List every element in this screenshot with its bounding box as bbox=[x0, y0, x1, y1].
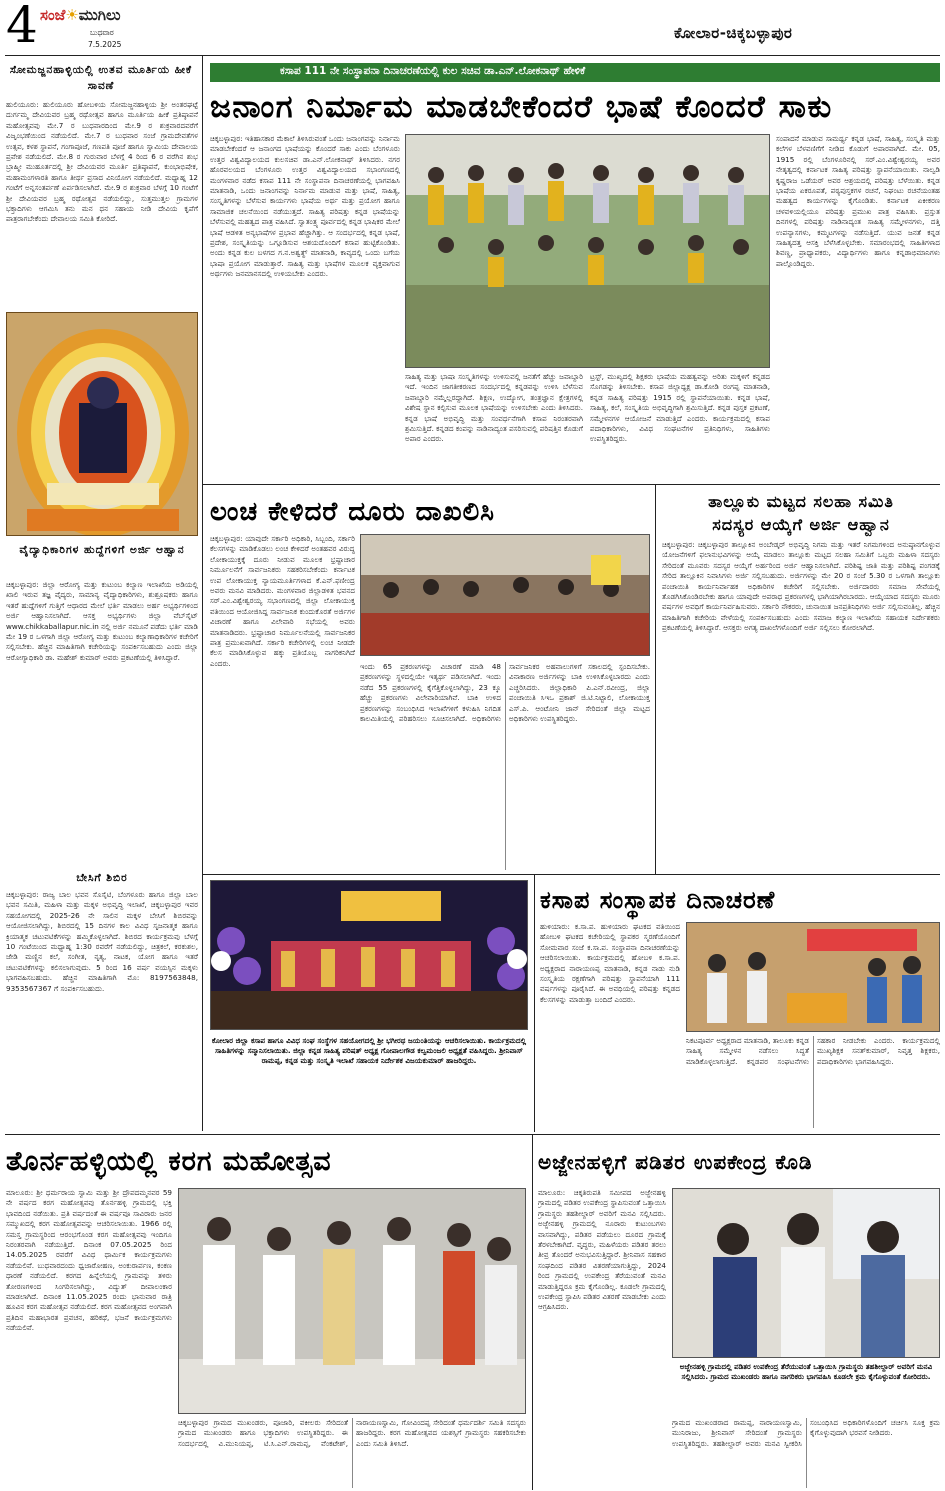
section-title: ಕೋಲಾರ-ಚಿಕ್ಕಬಳ್ಳಾಪುರ bbox=[674, 24, 793, 42]
page-number: 4 bbox=[6, 0, 38, 54]
karaga-body-right: ಚಿಕ್ಕಬಳ್ಳಾಪುರ ಗ್ರಾಮದ ಮುಖಂಡರು, ಪೂಜಾರಿ, ವಕೀಲರು ಸೇರಿದಂತೆ ಗ್ರಾಮದ ಮುಖಂಡರು ಹಾಗೂ ಭಕ್ತಾದಿಗಳು ಉಪಸ್ಥಿತರಿದ್ದರು. ಈ ಸಂದರ್ಭದಲ್ಲಿ ವಿ.ಮುನಿಯಪ್ಪ, ಟಿ.ಸಿ.ಎನ್.ರಾಮಪ್ಪ, ವೆಂಕಟೇಶ್, ನಾರಾಯಣಸ್ವಾಮಿ, ಗೋವಿಂದಪ್ಪ ಸೇರಿದಂತೆ ಧರ್ಮದರ್ಶಿ ಸಮಿತಿ ಸದಸ್ಯರು ಹಾಜರಿದ್ದರು. ಕರಗ ಮಹೋತ್ಸವದ ಯಶಸ್ಸಿಗೆ ಗ್ರಾಮಸ್ಥರು ಸಹಕರಿಸಬೇಕು ಎಂದು ಸಮಿತಿ ತಿಳಿಸಿದೆ. bbox=[178, 1418, 526, 1448]
masthead bbox=[0, 0, 945, 56]
ration-headline: ಅಜ್ಜೇನಹಳ್ಳಿಗೆ ಪಡಿತರ ಉಪಕೇಂದ್ರ ಕೊಡಿ bbox=[538, 1150, 813, 1174]
stage-photo-caption: ಕೋಲಾರ ಜಿಲ್ಲಾ ಕಸಾಪ ಹಾಗೂ ವಿವಿಧ ಸಂಘ ಸಂಸ್ಥೆಗಳ ಸಹಯೋಗದಲ್ಲಿ ಶ್ರೀ ಭಗೀರಥ ಜಯಂತಿಯನ್ನು ಆಚರಿಸಲಾಯಿತು. ಕಾರ್ಯಕ್ರಮದಲ್ಲಿ ಸಾಹಿತಿಗಳನ್ನು ಸನ್ಮಾನಿಸಲಾಯಿತು. ಜಿಲ್ಲಾ ಕನ್ನಡ ಸಾಹಿತ್ಯ ಪರಿಷತ್ ಅಧ್ಯಕ್ಷ ಗೋಪಾಲಗೌಡ ಕಲ್ವಮಂಜಲಿ ಅಧ್ಯಕ್ಷತೆ ವಹಿಸಿದ್ದರು. ಶ್ರೀನಿವಾಸ್ ರಾಮಪ್ಪ, ಕನ್ನಡ ಮತ್ತು ಸಂಸ್ಕೃತಿ ಇಲಾಖೆ ಸಹಾಯಕ ನಿರ್ದೇಶಕ ವಿಜಯಕುಮಾರ್ ಹಾಜರಿದ್ದರು. bbox=[211, 1036, 527, 1065]
ration-body-after: ಗ್ರಾಮದ ಮುಖಂಡರಾದ ರಾಮಪ್ಪ, ನಾರಾಯಣಸ್ವಾಮಿ, ಮುನಿರಾಜು, ಶ್ರೀನಿವಾಸ್ ಸೇರಿದಂತೆ ಗ್ರಾಮಸ್ಥರು ಉಪಸ್ಥಿತರಿದ್ದರು. ತಹಶೀಲ್ದಾರ್ ಅವರು ಮನವಿ ಸ್ವೀಕರಿಸಿ ಸಂಬಂಧಿಸಿದ ಅಧಿಕಾರಿಗಳೊಂದಿಗೆ ಚರ್ಚಿಸಿ ಸೂಕ್ತ ಕ್ರಮ ಕೈಗೊಳ್ಳುವುದಾಗಿ ಭರವಸೆ ನೀಡಿದರು. bbox=[672, 1418, 940, 1448]
bribe-photo bbox=[360, 534, 650, 656]
ration-photo-caption: ಅಜ್ಜೇನಹಳ್ಳಿ ಗ್ರಾಮದಲ್ಲಿ ಪಡಿತರ ಉಪಕೇಂದ್ರ ತೆರೆಯುವಂತೆ ಒತ್ತಾಯಿಸಿ ಗ್ರಾಮಸ್ಥರು ತಹಶೀಲ್ದಾರ್ ಅವರಿಗೆ ಮನವಿ ಸಲ್ಲಿಸಿದರು. ಗ್ರಾಮದ ಮುಖಂಡರು ಹಾಗೂ ನಾಗರಿಕರು ಭಾಗವಹಿಸಿ ಕೂಡಲೇ ಕ್ರಮ ಕೈಗೊಳ್ಳುವಂತೆ ಕೋರಿದರು. bbox=[679, 1362, 933, 1381]
lead-body-left: ಚಿಕ್ಕಬಳ್ಳಾಪುರ: ಇತಿಹಾಸಕಾರ ಮೆಕಾಲೆ ತಿಳಿಸಿರುವಂತೆ ಒಂದು ಜನಾಂಗವನ್ನು ನಿರ್ನಾಮ ಮಾಡಬೇಕೆಂದರೆ ಆ ಜನಾಂಗದ ಭಾಷೆಯನ್ನು ಕೊಂದರೆ ಸಾಕು ಎಂದು ಬೆಂಗಳೂರು ಉತ್ತರ ವಿಶ್ವವಿದ್ಯಾಲಯದ ಕುಲಸಚಿವ ಡಾ.ಎನ್.ಲೋಕನಾಥ್ ತಿಳಿಸಿದರು. ನಗರ ಹೊರವಲಯದ ಬೆಂಗಳೂರು ಉತ್ತರ ವಿಶ್ವವಿದ್ಯಾಲಯದ ಸಭಾಂಗಣದಲ್ಲಿ ಮಂಗಳವಾರ ನಡೆದ ಕಸಾಪ 111 ನೇ ಸಂಸ್ಥಾಪನಾ ದಿನಾಚರಣೆಯಲ್ಲಿ ಭಾಗವಹಿಸಿ ಮಾತನಾಡಿ, ಒಂದು ಜನಾಂಗವನ್ನು ನಿರ್ನಾಮ ಮಾಡುವ ಮತ್ತು ಭಾಷೆ, ಸಾಹಿತ್ಯ, ಸಂಸ್ಕೃತಿಗಳನ್ನು ಬೆಳೆಸುವ ಕಾರ್ಯಗಳು ಭಾಷೆಯ ಅರ್ಥ ಮತ್ತು ಪ್ರಯೋಗ ಹಾಗೂ ಸಾಮಾಜಿಕ ಚಲನೆಯಿಂದ ನಡೆಯುತ್ತದೆ. ಸಾಹಿತ್ಯ ಪರಿಷತ್ತು ಕನ್ನಡ ಭಾಷೆಯನ್ನು ಬೆಳೆಸುವಲ್ಲಿ ಮಹತ್ವದ ಪಾತ್ರ ವಹಿಸಿದೆ. ಸ್ವಾತಂತ್ರ್ಯ ಪೂರ್ವದಲ್ಲಿ ಕನ್ನಡ ಭಾಷಿಕರ ಮೇಲೆ ಭಾಷೆ ಆಡಳಿತ ಅನ್ಯಭಾಷೆಗಳ ಪ್ರಭಾವ ಹೆಚ್ಚಾಗಿತ್ತು. ಆ ಸಂದರ್ಭದಲ್ಲಿ ಕನ್ನಡ ಭಾಷೆ, ಪ್ರದೇಶ, ಸಂಸ್ಕೃತಿಯನ್ನು ಒಗ್ಗೂಡಿಸುವ ಆಶಯದೊಂದಿಗೆ ಕಸಾಪ ಹುಟ್ಟಿಕೊಂಡಿತು. ಅಂದು ಕನ್ನಡ ಕುಲ ಬಳಗದ ಗ.ನ.ಅಶ್ವತ್ಥ್ ಮಾತನಾಡಿ, ಕಾವ್ಯದಲ್ಲಿ ಒಂದು ಬಗೆಯ ಭಾಷಾ ಪ್ರಯೋಗ ಮಾಡುತ್ತಾರೆ. ಸಾಹಿತ್ಯ ಮತ್ತು ಭಾಷೆಗಳ ಮೂಲಕ ವ್ಯಕ್ತವಾಗುವ ಅರ್ಥಗಳು ಜನಮಾನಸದಲ್ಲಿ ಉಳಿಯಬೇಕು ಎಂದರು. bbox=[210, 134, 400, 279]
idol-photo bbox=[6, 312, 198, 536]
left-article3-body: ಚಿಕ್ಕಬಳ್ಳಾಪುರ: ರಾಜ್ಯ ಬಾಲ ಭವನ ಸೊಸೈಟಿ, ಬೆಂಗಳೂರು ಹಾಗೂ ಜಿಲ್ಲಾ ಬಾಲ ಭವನ ಸಮಿತಿ, ಮಹಿಳಾ ಮತ್ತು ಮಕ್ಕಳ ಅಭಿವೃದ್ಧಿ ಇಲಾಖೆ, ಚಿಕ್ಕಬಳ್ಳಾಪುರ ಇವರ ಸಹಯೋಗದಲ್ಲಿ 2025-26 ನೇ ಸಾಲಿನ ಮಕ್ಕಳ ಬೇಸಿಗೆ ಶಿಬಿರವನ್ನು ಆಯೋಜಿಸಲಾಗಿದ್ದು, ಶಿಬಿರದಲ್ಲಿ 15 ದಿನಗಳ ಕಾಲ ವಿವಿಧ ಸೃಜನಾತ್ಮಕ ಹಾಗೂ ಕ್ರಿಯಾತ್ಮಕ ಚಟುವಟಿಕೆಗಳನ್ನು ಹಮ್ಮಿಕೊಳ್ಳಲಾಗಿದೆ. ಶಿಬಿರದ ಕಾರ್ಯಕ್ರಮವು ಬೆಳಗ್ಗೆ 10 ಗಂಟೆಯಿಂದ ಮಧ್ಯಾಹ್ನ 1:30 ರವರೆಗೆ ನಡೆಯಲಿದ್ದು, ಚಿತ್ರಕಲೆ, ಕರಕುಶಲ, ಜೇಡಿ ಮಣ್ಣಿನ ಕಲೆ, ಸಂಗೀತ, ನೃತ್ಯ, ನಾಟಕ, ಯೋಗ ಹಾಗೂ ಇತರೆ ಚಟುವಟಿಕೆಗಳನ್ನು ಕಲಿಸಲಾಗುವುದು. 5 ರಿಂದ 16 ವರ್ಷ ವಯಸ್ಸಿನ ಮಕ್ಕಳು ಭಾಗವಹಿಸಬಹುದು. ಹೆಚ್ಚಿನ ಮಾಹಿತಿಗಾಗಿ ಮೊ: 8197563848, 9353567367 ಗೆ ಸಂಪರ್ಕಿಸಬಹುದು. bbox=[6, 890, 198, 993]
left-article2-headline: ವೈದ್ಯಾಧಿಕಾರಿಗಳ ಹುದ್ದೆಗಳಿಗೆ ಅರ್ಜಿ ಆಹ್ವಾನ bbox=[19, 544, 185, 556]
masthead-rule bbox=[5, 55, 940, 56]
taluk-body: ಚಿಕ್ಕಬಳ್ಳಾಪುರ: ಚಿಕ್ಕಬಳ್ಳಾಪುರ ತಾಲ್ಲೂಕಿನ ಅಂಬೇಡ್ಕರ್ ಅಭಿವೃದ್ಧಿ ನಿಗಮ ಮತ್ತು ಇತರೆ ನಿಗಮಗಳಿಂದ ಅನುಷ್ಠಾನಗೊಳ್ಳುವ ಯೋಜನೆಗಳಿಗೆ ಫಲಾನುಭವಿಗಳನ್ನು ಆಯ್ಕೆ ಮಾಡಲು ತಾಲ್ಲೂಕು ಮಟ್ಟದ ಸಲಹಾ ಸಮಿತಿಗೆ ಒಬ್ಬರು ಮಹಿಳಾ ಸದಸ್ಯರು ಸೇರಿದಂತೆ ಮೂವರು ಸದಸ್ಯರ ಆಯ್ಕೆಗೆ ಅರ್ಹರಿಂದ ಅರ್ಜಿ ಆಹ್ವಾನಿಸಲಾಗಿದೆ. ಪರಿಶಿಷ್ಟ ಜಾತಿ ಮತ್ತು ಪರಿಶಿಷ್ಟ ಪಂಗಡಕ್ಕೆ ಸೇರಿದ ತಾಲ್ಲೂಕಿನ ನಿವಾಸಿಗಳು ಅರ್ಜಿ ಸಲ್ಲಿಸಬಹುದು. ಅರ್ಜಿಗಳನ್ನು ಮೇ 20 ರ ಸಂಜೆ 5.30 ರ ಒಳಗಾಗಿ ತಾಲ್ಲೂಕು ಪಂಚಾಯಿತಿ ಕಾರ್ಯನಿರ್ವಾಹಕ ಅಧಿಕಾರಿಗಳ ಕಚೇರಿಗೆ ಸಲ್ಲಿಸಬೇಕು. ಅರ್ಜಿದಾರರು ಸಮಾಜ ಸೇವೆಯಲ್ಲಿ ತೊಡಗಿಸಿಕೊಂಡಿರಬೇಕು ಹಾಗೂ ಯಾವುದೇ ಅಪರಾಧ ಪ್ರಕರಣಗಳಲ್ಲಿ ಭಾಗಿಯಾಗಿರಬಾರದು. ಆಯ್ಕೆಯಾದ ಸದಸ್ಯರು ಮೂರು ವರ್ಷಗಳ ಅವಧಿಗೆ ಕಾರ್ಯನಿರ್ವಹಿಸುವರು. ಸರ್ಕಾರಿ ನೌಕರರು, ಚುನಾಯಿತ ಜನಪ್ರತಿನಿಧಿಗಳು ಅರ್ಜಿ ಸಲ್ಲಿಸುವಂತಿಲ್ಲ. ಹೆಚ್ಚಿನ ಮಾಹಿತಿಗಾಗಿ ಕಚೇರಿಯ ವೇಳೆಯಲ್ಲಿ ಸಂಪರ್ಕಿಸಬಹುದು ಎಂದು ಸಮಾಜ ಕಲ್ಯಾಣ ಇಲಾಖೆಯ ಸಹಾಯಕ ನಿರ್ದೇಶಕರು ಪ್ರಕಟಣೆಯಲ್ಲಿ ತಿಳಿಸಿದ್ದಾರೆ. ಆಸಕ್ತರು ಅಗತ್ಯ ದಾಖಲೆಗಳೊಂದಿಗೆ ಅರ್ಜಿ ಸಲ್ಲಿಸಲು ಕೋರಲಾಗಿದೆ. bbox=[662, 540, 940, 633]
ration-body: ಮಾಲೂರು: ಚಿಕ್ಕತಿರುಪತಿ ಸಮೀಪದ ಅಜ್ಜೇನಹಳ್ಳಿ ಗ್ರಾಮದಲ್ಲಿ ಪಡಿತರ ಉಪಕೇಂದ್ರ ಸ್ಥಾಪಿಸುವಂತೆ ಒತ್ತಾಯಿಸಿ ಗ್ರಾಮಸ್ಥರು ತಹಶೀಲ್ದಾರ್ ಅವರಿಗೆ ಮನವಿ ಸಲ್ಲಿಸಿದರು. ಅಜ್ಜೇನಹಳ್ಳಿ ಗ್ರಾಮದಲ್ಲಿ ನೂರಾರು ಕುಟುಂಬಗಳು ವಾಸವಾಗಿದ್ದು, ಪಡಿತರ ಪಡೆಯಲು ದೂರದ ಗ್ರಾಮಕ್ಕೆ ತೆರಳಬೇಕಾಗಿದೆ. ವೃದ್ಧರು, ಮಹಿಳೆಯರು ಪಡಿತರ ತರಲು ತೀವ್ರ ತೊಂದರೆ ಅನುಭವಿಸುತ್ತಿದ್ದಾರೆ. ಶ್ರೀನಿವಾಸ ಸಹಕಾರ ಸಂಘದಿಂದ ಪಡಿತರ ವಿತರಣೆಯಾಗುತ್ತಿದ್ದು, 2024 ರಿಂದ ಗ್ರಾಮದಲ್ಲಿ ಉಪಕೇಂದ್ರ ತೆರೆಯುವಂತೆ ಮನವಿ ಮಾಡುತ್ತಿದ್ದರೂ ಕ್ರಮ ಕೈಗೊಂಡಿಲ್ಲ. ಕೂಡಲೇ ಗ್ರಾಮದಲ್ಲಿ ಉಪಕೇಂದ್ರ ಸ್ಥಾಪಿಸಿ ಪಡಿತರ ವಿತರಣೆ ಮಾಡಬೇಕು ಎಂದು ಆಗ್ರಹಿಸಿದರು. bbox=[538, 1188, 666, 1312]
left-article2-body: ಚಿಕ್ಕಬಳ್ಳಾಪುರ: ಜಿಲ್ಲಾ ಆರೋಗ್ಯ ಮತ್ತು ಕುಟುಂಬ ಕಲ್ಯಾಣ ಇಲಾಖೆಯ ಅಡಿಯಲ್ಲಿ ಖಾಲಿ ಇರುವ ತಜ್ಞ ವೈದ್ಯರು, ಸಾಮಾನ್ಯ ವೈದ್ಯಾಧಿಕಾರಿಗಳು, ಶುಶ್ರೂಷಕರು ಹಾಗೂ ಇತರೆ ಹುದ್ದೆಗಳಿಗೆ ಗುತ್ತಿಗೆ ಆಧಾರದ ಮೇಲೆ ಭರ್ತಿ ಮಾಡಲು ಅರ್ಹ ಅಭ್ಯರ್ಥಿಗಳಿಂದ ಅರ್ಜಿ ಆಹ್ವಾನಿಸಲಾಗಿದೆ. ಆಸಕ್ತ ಅಭ್ಯರ್ಥಿಗಳು ಜಿಲ್ಲಾ ವೆಬ್‌ಸೈಟ್ www.chikkaballapur.nic.in ನಲ್ಲಿ ಅರ್ಜಿ ನಮೂನೆ ಪಡೆದು ಭರ್ತಿ ಮಾಡಿ ಮೇ 19 ರ ಒಳಗಾಗಿ ಜಿಲ್ಲಾ ಆರೋಗ್ಯ ಮತ್ತು ಕುಟುಂಬ ಕಲ್ಯಾಣಾಧಿಕಾರಿಗಳ ಕಚೇರಿಗೆ ಸಲ್ಲಿಸಬೇಕು. ಹೆಚ್ಚಿನ ಮಾಹಿತಿಗಾಗಿ ಕಚೇರಿಯನ್ನು ಸಂಪರ್ಕಿಸಬಹುದು ಎಂದು ಜಿಲ್ಲಾ ಆರೋಗ್ಯಾಧಿಕಾರಿ ಡಾ. ಮಹೇಶ್ ಕುಮಾರ್ ಅವರು ಪ್ರಕಟಣೆಯಲ್ಲಿ ತಿಳಿಸಿದ್ದಾರೆ. bbox=[6, 580, 198, 662]
bribe-right-rule bbox=[655, 484, 656, 874]
ration-photo bbox=[672, 1188, 940, 1358]
lead-headline: ಜನಾಂಗ ನಿರ್ಮಾಮ ಮಾಡಬೇಕೆಂದರೆ ಭಾಷೆ ಕೊಂದರೆ ಸಾಕು bbox=[210, 89, 833, 125]
lead-body-mid: ಸಾಹಿತ್ಯ ಮತ್ತು ಭಾಷಾ ಸಂಸ್ಕೃತಿಗಳನ್ನು ಉಳಿಸುವಲ್ಲಿ ಜನತೆಗೆ ಹೆಚ್ಚು ಜವಾಬ್ದಾರಿ ಇದೆ. ಇಂದಿನ ಜಾಗತೀಕರಣದ ಸಂದರ್ಭದಲ್ಲಿ ಕನ್ನಡವನ್ನು ಉಳಿಸಿ ಬೆಳೆಸುವ ಜವಾಬ್ದಾರಿ ನಮ್ಮೆಲ್ಲರದ್ದಾಗಿದೆ. ಶಿಕ್ಷಣ, ಉದ್ಯೋಗ, ತಂತ್ರಜ್ಞಾನ ಕ್ಷೇತ್ರಗಳಲ್ಲಿ ವಿಶೇಷ ಸ್ಥಾನ ಕಲ್ಪಿಸುವ ಮೂಲಕ ಭಾಷೆಯನ್ನು ಉಳಿಸಬೇಕು ಎಂದು ತಿಳಿಸಿದರು. ಕನ್ನಡ ಭಾಷೆ ಅಭಿವೃದ್ಧಿ ಮತ್ತು ಸಂವರ್ಧನೆಗಾಗಿ ಕಸಾಪ ನಿರಂತರವಾಗಿ ಶ್ರಮಿಸುತ್ತಿದೆ. ಕನ್ನಡದ ಕಂಪನ್ನು ನಾಡಿನಾದ್ಯಂತ ಪಸರಿಸುವಲ್ಲಿ ಪರಿಷತ್ತಿನ ಕೊಡುಗೆ ಅಪಾರ ಎಂದರು. bbox=[405, 372, 583, 444]
left-article3-headline: ಬೇಸಿಗೆ ಶಿಬಿರ bbox=[76, 872, 128, 884]
lead-body-mid2: ಟ್ರಸ್ಟ್, ಮುಖ್ಯದಲ್ಲಿ ಶಿಕ್ಷಕರು ಭಾಷೆಯ ಮಹತ್ವವನ್ನು ಅರಿತು ಮಕ್ಕಳಿಗೆ ಕನ್ನಡದ ಸೊಗಡನ್ನು ತಿಳಿಸಬೇಕು. ಕಸಾಪ ಜಿಲ್ಲಾಧ್ಯಕ್ಷ ಡಾ.ಕೋಡಿ ರಂಗಪ್ಪ ಮಾತನಾಡಿ, ಕನ್ನಡ ಸಾಹಿತ್ಯ ಪರಿಷತ್ತು 1915 ರಲ್ಲಿ ಸ್ಥಾಪನೆಯಾಯಿತು. ಕನ್ನಡ ಭಾಷೆ, ಸಾಹಿತ್ಯ, ಕಲೆ, ಸಂಸ್ಕೃತಿಯ ಅಭಿವೃದ್ಧಿಗಾಗಿ ಶ್ರಮಿಸುತ್ತಿದೆ. ಕನ್ನಡ ಪುಸ್ತಕ ಪ್ರಕಟಣೆ, ಸಮ್ಮೇಳನಗಳ ಆಯೋಜನೆ ಮಾಡುತ್ತಿದೆ ಎಂದರು. ಕಾರ್ಯಕ್ರಮದಲ್ಲಿ ಕಸಾಪ ಪದಾಧಿಕಾರಿಗಳು, ವಿವಿಧ ಸಂಘಟನೆಗಳ ಪ್ರತಿನಿಧಿಗಳು, ಸಾಹಿತಿಗಳು ಉಪಸ್ಥಿತರಿದ್ದರು. bbox=[590, 372, 770, 444]
kasapa-left-rule bbox=[534, 874, 535, 1132]
kasapa-day-photo bbox=[686, 922, 940, 1032]
lower-rule bbox=[5, 1134, 940, 1135]
taluk-headline-2: ಸದಸ್ಯರ ಆಯ್ಕೆಗೆ ಅರ್ಜಿ ಆಹ್ವಾನ bbox=[712, 515, 890, 534]
kasapa-day-body1: ಹುಳಿಯಾರು: ಕ.ಸಾ.ಪ. ಹುಳಿಯಾರು ಘಟಕದ ವತಿಯಿಂದ ಹೋಬಳಿ ಘಟಕದ ಕಚೇರಿಯಲ್ಲಿ ಸ್ಥಾಪಕರ ಸ್ಮರಣೆಯೊಂದಿಗೆ ಸೋಮವಾರ ಸಂಜೆ ಕ.ಸಾ.ಪ. ಸಂಸ್ಥಾಪನಾ ದಿನಾಚರಣೆಯನ್ನು ಆಚರಿಸಲಾಯಿತು. ಕಾರ್ಯಕ್ರಮದಲ್ಲಿ ಹೋಬಳಿ ಕ.ಸಾ.ಪ. ಅಧ್ಯಕ್ಷರಾದ ನಾರಾಯಣಪ್ಪ ಮಾತನಾಡಿ, ಕನ್ನಡ ನಾಡು ನುಡಿ ಸಂಸ್ಕೃತಿಯ ರಕ್ಷಣೆಗಾಗಿ ಪರಿಷತ್ತು ಸ್ಥಾಪನೆಯಾಗಿ 111 ವರ್ಷಗಳನ್ನು ಪೂರೈಸಿದೆ. ಈ ಅವಧಿಯಲ್ಲಿ ಪರಿಷತ್ತು ಕನ್ನಡದ ಕೆಲಸಗಳನ್ನು ಮಾಡುತ್ತಾ ಬಂದಿದೆ ಎಂದರು. bbox=[540, 922, 680, 1004]
taluk-headline-1: ತಾಲ್ಲೂಕು ಮಟ್ಟದ ಸಲಹಾ ಸಮಿತಿ bbox=[708, 492, 894, 511]
kasapa-day-body2: ನಿಕಟಪೂರ್ವ ಅಧ್ಯಕ್ಷರಾದ ಮಾತನಾಡಿ, ತಾಲೂಕು ಕನ್ನಡ ಸಾಹಿತ್ಯ ಸಮ್ಮೇಳನ ನಡೆಸಲು ಸಿದ್ಧತೆ ಮಾಡಿಕೊಳ್ಳಲಾಗುತ್ತಿದೆ. ಕನ್ನಡಪರ ಸಂಘಟನೆಗಳು ಸಹಕಾರ ನೀಡಬೇಕು ಎಂದರು. ಕಾರ್ಯಕ್ರಮದಲ್ಲಿ ಮುಖ್ಯಶಿಕ್ಷಕ ಸನತ್‌ಕುಮಾರ್, ನಿವೃತ್ತ ಶಿಕ್ಷಕರು, ಪದಾಧಿಕಾರಿಗಳು ಭಾಗವಹಿಸಿದ್ದರು. bbox=[686, 1036, 940, 1066]
issue-day: ಬುಧವಾರ bbox=[90, 28, 114, 37]
karaga-graphic bbox=[179, 1189, 526, 1414]
karaga-right-rule bbox=[532, 1134, 533, 1490]
lead-body-right: ಸಂಪಾದನೆ ಮಾಡುವ ಸಾಮರ್ಥ್ಯ ಕನ್ನಡ ಭಾಷೆ, ಸಾಹಿತ್ಯ, ಸಂಸ್ಕೃತಿ ಮತ್ತು ಕಲೆಗಳ ಬೆಳವಣಿಗೆಗೆ ನೀಡಿದ ಕೊಡುಗೆ ಅಪಾರವಾಗಿದೆ. ಮೇ. 05, 1915 ರಲ್ಲಿ ಬೆಂಗಳೂರಿನಲ್ಲಿ ಸರ್.ಎಂ.ವಿಶ್ವೇಶ್ವರಯ್ಯ ಅವರ ನೇತೃತ್ವದಲ್ಲಿ ಕರ್ನಾಟಕ ಸಾಹಿತ್ಯ ಪರಿಷತ್ತು ಸ್ಥಾಪನೆಯಾಯಿತು. ನಾಲ್ವಡಿ ಕೃಷ್ಣರಾಜ ಒಡೆಯರ್ ಅವರ ಆಶ್ರಯದಲ್ಲಿ ಪರಿಷತ್ತು ಬೆಳೆಯಿತು. ಕನ್ನಡ ಭಾಷೆಯ ಏಕರೂಪತೆ, ಪಠ್ಯಪುಸ್ತಕಗಳ ರಚನೆ, ನಿಘಂಟು ರಚನೆಯಂತಹ ಮಹತ್ವದ ಕಾರ್ಯಗಳನ್ನು ಕೈಗೊಂಡಿತು. ಕರ್ನಾಟಕ ಏಕೀಕರಣ ಚಳವಳಿಯಲ್ಲಿಯೂ ಪರಿಷತ್ತು ಪ್ರಮುಖ ಪಾತ್ರ ವಹಿಸಿತು. ಪ್ರಸ್ತುತ ದಿನಗಳಲ್ಲಿ ಪರಿಷತ್ತು ನಾಡಿನಾದ್ಯಂತ ಸಾಹಿತ್ಯ ಸಮ್ಮೇಳನಗಳು, ದತ್ತಿ ಉಪನ್ಯಾಸಗಳು, ಕಮ್ಮಟಗಳನ್ನು ನಡೆಸುತ್ತಿದೆ. ಯುವ ಜನತೆ ಕನ್ನಡ ಸಾಹಿತ್ಯದತ್ತ ಆಸಕ್ತಿ ಬೆಳೆಸಿಕೊಳ್ಳಬೇಕು. ಸಮಾರಂಭದಲ್ಲಿ ಸಾಹಿತಿಗಳಾದ ಶಿವಣ್ಣ, ಪ್ರಾಧ್ಯಾಪಕರು, ವಿದ್ಯಾರ್ಥಿಗಳು ಹಾಗೂ ಕನ್ನಡಾಭಿಮಾನಿಗಳು ಪಾಲ್ಗೊಂಡಿದ್ದರು. bbox=[776, 134, 940, 268]
paper-logo bbox=[40, 6, 120, 24]
bribe-meeting-graphic bbox=[361, 535, 650, 656]
left-article1-body: ಹುಲಿಯೂರು: ಹುಲಿಯೂರು ಹೋಬಳಿಯ ಸೋಮಜ್ಜನಹಾಳ್ಳಿಯ ಶ್ರೀ ಅಂತರಘಟ್ಟೆ ದುರ್ಗಮ್ಮ ದೇವಿಯವರ ಬ್ರಹ್ಮ ರಥೋತ್ಸವ ಹಾಗೂ ಮೂರ್ತಿಯ ಹೀಕೆ ಪ್ರತಿಷ್ಠಾಪನೆ ಮಹೋತ್ಸವವು ಮೇ.7 ರ ಬುಧವಾರದಿಂದ ಮೇ.9 ರ ಶುಕ್ರವಾರದವರೆಗೆ ವಿಜೃಂಭಣೆಯಿಂದ ನಡೆಯಲಿದೆ. ಮೇ.7 ರ ಬುಧವಾರ ಸಂಜೆ ಗ್ರಾಮದೇವತೆಗಳ ಉತ್ಸವ, ಕಳಶ ಸ್ಥಾಪನೆ, ಗಂಗಾಪೂಜೆ, ಗಣಪತಿ ಪೂಜೆ ಹಾಗೂ ಸ್ವಾಮಿಯ ದೇವಾಲಯ ಪ್ರವೇಶ ನಡೆಯಲಿದೆ. ಮೇ.8 ರ ಗುರುವಾರ ಬೆಳಗ್ಗೆ 4 ರಿಂದ 6 ರ ವರೆಗಿನ ಶುಭ ಬ್ರಾಹ್ಮೀ ಮುಹೂರ್ತದಲ್ಲಿ ಶ್ರೀ ದೇವಿಯವರ ಮೂರ್ತಿ ಪ್ರತಿಷ್ಠಾಪನೆ, ಕುಂಭಾಭಿಷೇಕ, ಮಹಾಮಂಗಳಾರತಿ ಹಾಗೂ ತೀರ್ಥ ಪ್ರಸಾದ ವಿನಿಯೋಗ ನಡೆಯಲಿದೆ. ಮಧ್ಯಾಹ್ನ 12 ಗಂಟೆಗೆ ಅನ್ನಸಂತರ್ಪಣೆ ಏರ್ಪಡಿಸಲಾಗಿದೆ. ಮೇ.9 ರ ಶುಕ್ರವಾರ ಬೆಳಗ್ಗೆ 10 ಗಂಟೆಗೆ ಶ್ರೀ ದೇವಿಯವರ ಬ್ರಹ್ಮ ರಥೋತ್ಸವ ನಡೆಯಲಿದ್ದು, ಸುತ್ತಮುತ್ತಲ ಗ್ರಾಮಗಳ ಭಕ್ತಾದಿಗಳು ಆಗಮಿಸಿ ತನು ಮನ ಧನ ಸಹಾಯ ನೀಡಿ ದೇವಿಯ ಕೃಪೆಗೆ ಪಾತ್ರರಾಗಬೇಕೆಂದು ದೇವಾಲಯ ಸಮಿತಿ ಕೋರಿದೆ. bbox=[6, 100, 198, 224]
karaga-headline: ತೊರ್ನಹಳ್ಳಿಯಲ್ಲಿ ಕರಗ ಮಹೋತ್ಸವ bbox=[6, 1146, 332, 1177]
lead-group-graphic bbox=[406, 135, 770, 368]
paper-name-red: ಸಂಜೆ bbox=[40, 6, 66, 24]
strap-line: ಕಸಾಪ 111 ನೇ ಸಂಸ್ಥಾಪನಾ ದಿನಾಚರಣೆಯಲ್ಲಿ ಕುಲ ಸಚಿವ ಡಾ.ಎನ್.ಲೋಕನಾಥ್ ಹೇಳಿಕೆ bbox=[280, 65, 586, 77]
issue-date: 7.5.2025 bbox=[88, 40, 122, 49]
ration-graphic bbox=[673, 1189, 940, 1358]
karaga-photo bbox=[178, 1188, 526, 1414]
left-article1-headline: ಸೋಮಜ್ಜನಹಾಳ್ಳಿಯಲ್ಲಿ ಉತವ ಮೂರ್ತಿಯ ಹೀಕೆ ಸಾವಣೆ bbox=[9, 64, 193, 92]
left-col-rule bbox=[202, 56, 203, 1131]
paper-name-dark: ಮುಗಿಲು bbox=[78, 6, 121, 24]
lead-photo bbox=[405, 134, 770, 368]
karaga-body: ಮಾಲೂರು: ಶ್ರೀ ಧರ್ಮರಾಯ ಸ್ವಾಮಿ ಮತ್ತು ಶ್ರೀ ದ್ರೌಪದಮ್ಮನವರ 59 ನೇ ವರ್ಷದ ಕರಗ ಮಹೋತ್ಸವವು ತೊರ್ನಹಳ್ಳಿ ಗ್ರಾಮದಲ್ಲಿ ಭಕ್ತಿ ಭಾವದಿಂದ ನಡೆಯಿತು. ಪ್ರತಿ ವರ್ಷದಂತೆ ಈ ವರ್ಷವೂ ಸಾವಿರಾರು ಜನರ ಸಮ್ಮುಖದಲ್ಲಿ ಕರಗ ಮಹೋತ್ಸವವನ್ನು ಆಚರಿಸಲಾಯಿತು. 1966 ರಲ್ಲಿ ಸಮಸ್ತ ಗ್ರಾಮಸ್ಥರಿಂದ ಆರಂಭಗೊಂಡ ಕರಗ ಮಹೋತ್ಸವವು ಇಂದಿಗೂ ನಿರಂತರವಾಗಿ ನಡೆಯುತ್ತಿದೆ. ದಿನಾಂಕ 07.05.2025 ರಿಂದ 14.05.2025 ರವರೆಗೆ ವಿವಿಧ ಧಾರ್ಮಿಕ ಕಾರ್ಯಕ್ರಮಗಳು ನಡೆಯಲಿವೆ. ಬುಧವಾರದಂದು ಧ್ವಜಾರೋಹಣ, ಅಂಕುರಾರ್ಪಣ, ಕಂಕಣ ಧಾರಣೆ ನಡೆಯಲಿದೆ. ಕರಗದ ಹಿನ್ನೆಲೆಯಲ್ಲಿ ಗ್ರಾಮವನ್ನು ತಳಿರು ತೋರಣಗಳಿಂದ ಸಿಂಗರಿಸಲಾಗಿದ್ದು, ವಿದ್ಯುತ್ ದೀಪಾಲಂಕಾರ ಮಾಡಲಾಗಿದೆ. ದಿನಾಂಕ 11.05.2025 ರಂದು ಭಾನುವಾರ ರಾತ್ರಿ ಹೂವಿನ ಕರಗ ಮಹೋತ್ಸವ ನಡೆಯಲಿದೆ. ಕರಗ ಮಹೋತ್ಸವದ ಅಂಗವಾಗಿ ಪ್ರತಿದಿನ ಮಹಾಭಾರತ ಪ್ರವಚನ, ಹರಿಕಥೆ, ಭಜನೆ ಕಾರ್ಯಕ್ರಮಗಳು ನಡೆಯಲಿವೆ. bbox=[6, 1188, 172, 1333]
mid-rule bbox=[202, 874, 940, 875]
idol-graphic bbox=[7, 313, 198, 536]
bribe-body2: ಇಂದು 65 ಪ್ರಕರಣಗಳನ್ನು ವಿಚಾರಣೆ ಮಾಡಿ 48 ಪ್ರಕರಣಗಳನ್ನು ಸ್ಥಳದಲ್ಲಿಯೇ ಇತ್ಯರ್ಥ ಪಡಿಸಲಾಗಿದೆ. ಇಂದು ನಡೆದ 55 ಪ್ರಕರಣಗಳಲ್ಲಿ ಕೈಗೆತ್ತಿಕೊಳ್ಳಲಾಗಿದ್ದು, 23 ಕ್ಕೂ ಹೆಚ್ಚು ಪ್ರಕರಣಗಳು ವಿಲೇವಾರಿಯಾಗಿವೆ. ಬಾಕಿ ಉಳಿದ ಪ್ರಕರಣಗಳನ್ನು ಸಂಬಂಧಿಸಿದ ಇಲಾಖೆಗಳಿಗೆ ಕಳುಹಿಸಿ ನಿಗದಿತ ಕಾಲಮಿತಿಯಲ್ಲಿ ಪರಿಹರಿಸಲು ಸೂಚಿಸಲಾಗಿದೆ. ಅಧಿಕಾರಿಗಳು ಸಾರ್ವಜನಿಕರ ಅಹವಾಲುಗಳಿಗೆ ಸಕಾಲದಲ್ಲಿ ಸ್ಪಂದಿಸಬೇಕು. ವಿನಾಕಾರಣ ಅರ್ಜಿಗಳನ್ನು ಬಾಕಿ ಉಳಿಸಿಕೊಳ್ಳಬಾರದು ಎಂದು ಎಚ್ಚರಿಸಿದರು. ಜಿಲ್ಲಾಧಿಕಾರಿ ಪಿ.ಎನ್.ರವೀಂದ್ರ, ಜಿಲ್ಲಾ ಪಂಚಾಯಿತಿ ಸಿಇಒ ಪ್ರಕಾಶ್ ಜಿ.ಟಿ.ನಿಟ್ಟಾಲಿ, ಲೋಕಾಯುಕ್ತ ಎಸ್.ಪಿ. ಆಂಟೋನಿ ಜಾನ್ ಸೇರಿದಂತೆ ಜಿಲ್ಲಾ ಮಟ್ಟದ ಅಧಿಕಾರಿಗಳು ಉಪಸ್ಥಿತರಿದ್ದರು. bbox=[360, 662, 650, 724]
bribe-body1: ಚಿಕ್ಕಬಳ್ಳಾಪುರ: ಯಾವುದೇ ಸರ್ಕಾರಿ ಅಧಿಕಾರಿ, ಸಿಬ್ಬಂದಿ, ಸರ್ಕಾರಿ ಕೆಲಸಗಳನ್ನು ಮಾಡಿಕೊಡಲು ಲಂಚ ಕೇಳಿದರೆ ಅಂತಹವರ ವಿರುದ್ಧ ಲೋಕಾಯುಕ್ತಕ್ಕೆ ದೂರು ನೀಡುವ ಮೂಲಕ ಭ್ರಷ್ಟಾಚಾರ ನಿರ್ಮೂಲನೆಗೆ ಸಾರ್ವಜನಿಕರು ಸಹಕರಿಸಬೇಕೆಂದು ಕರ್ನಾಟಕ ಉಪ ಲೋಕಾಯುಕ್ತ ನ್ಯಾಯಮೂರ್ತಿಗಳಾದ ಕೆ.ಎನ್.ಫಣೀಂದ್ರ ಅವರು ಮನವಿ ಮಾಡಿದರು. ಮಂಗಳವಾರ ಜಿಲ್ಲಾಡಳಿತ ಭವನದ ಸರ್.ಎಂ.ವಿಶ್ವೇಶ್ವರಯ್ಯ ಸಭಾಂಗಣದಲ್ಲಿ ಜಿಲ್ಲಾ ಲೋಕಾಯುಕ್ತ ವತಿಯಿಂದ ಆಯೋಜಿಸಿದ್ದ ಸಾರ್ವಜನಿಕ ಕುಂದುಕೊರತೆ ಅರ್ಜಿಗಳ ವಿಚಾರಣೆ ಹಾಗೂ ವಿಲೇವಾರಿ ಸಭೆಯಲ್ಲಿ ಅವರು ಮಾತನಾಡಿದರು. ಭ್ರಷ್ಟಾಚಾರ ನಿರ್ಮೂಲನೆಯಲ್ಲಿ ಸಾರ್ವಜನಿಕರ ಪಾತ್ರ ಪ್ರಮುಖವಾಗಿದೆ. ಸರ್ಕಾರಿ ಕಚೇರಿಗಳಲ್ಲಿ ಲಂಚ ನೀಡದೇ ಕೆಲಸ ಮಾಡಿಸಿಕೊಳ್ಳುವ ಹಕ್ಕು ಪ್ರತಿಯೊಬ್ಬ ನಾಗರಿಕನಿಗಿದೆ ಎಂದರು. bbox=[210, 534, 355, 668]
sun-icon: ☀ bbox=[65, 6, 79, 24]
lead-bottom-rule bbox=[202, 484, 940, 485]
stage-graphic bbox=[211, 881, 528, 1030]
stage-photo bbox=[210, 880, 528, 1030]
kasapa-day-graphic bbox=[687, 923, 940, 1032]
bribe-headline: ಲಂಚ ಕೇಳಿದರೆ ದೂರು ದಾಖಲಿಸಿ bbox=[210, 497, 495, 527]
kasapa-day-headline: ಕಸಾಪ ಸಂಸ್ಥಾಪಕ ದಿನಾಚರಣೆ bbox=[540, 886, 776, 914]
